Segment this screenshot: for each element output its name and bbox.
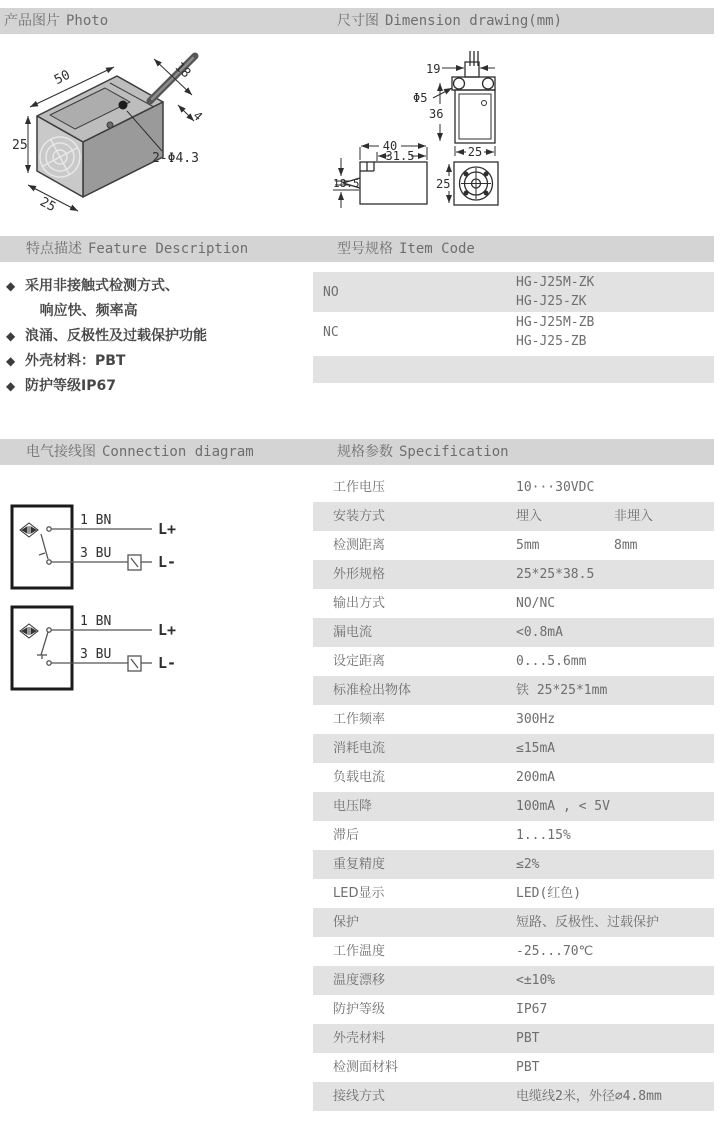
photo-title-en: Photo — [66, 13, 109, 29]
spec-label: 漏电流 — [333, 625, 373, 640]
spec-label: 保护 — [333, 915, 360, 930]
bottom-view — [454, 162, 498, 205]
photo-section-title — [4, 8, 108, 34]
dim-label-36: 36 — [429, 107, 444, 121]
dim-label-50: 50 — [52, 67, 73, 89]
spec-value-secondary: 8mm — [614, 538, 638, 553]
spec-value: 300Hz — [516, 712, 556, 727]
feature-item — [6, 299, 306, 324]
dimension-section-title — [337, 8, 562, 34]
output-type-cell: NO — [323, 284, 339, 300]
spec-value-secondary — [614, 473, 704, 502]
wire2-label: 3 BU — [80, 647, 112, 662]
spec-value: 10···30VDC — [516, 480, 595, 495]
diamond-bullet-icon: ◆ — [6, 379, 16, 393]
mounting-hole-2 — [107, 122, 113, 128]
item-code-line2: HG-J25-ZK — [516, 294, 587, 309]
spec-row — [313, 908, 714, 937]
output-type-cell: NC — [323, 324, 339, 340]
spec-value: NO/NC — [516, 596, 556, 611]
item-code-line1: HG-J25M-ZB — [516, 315, 595, 330]
connection-title-zh: 电气接线图 — [26, 444, 96, 460]
sensor-box — [12, 607, 72, 689]
feature-text: 采用非接触式检测方式、 — [25, 278, 179, 294]
spec-row — [313, 1053, 714, 1082]
spec-row — [313, 763, 714, 792]
diamond-bullet-icon: ◆ — [6, 354, 16, 368]
dim-label-19: 19 — [426, 62, 441, 76]
product-photo-drawing — [2, 45, 252, 230]
diamond-bullet-icon — [6, 299, 25, 324]
dimension-drawing — [333, 48, 533, 220]
connection-diagram-nc — [8, 598, 218, 698]
features-title-en: Feature Description — [88, 241, 249, 257]
spec-label: 工作频率 — [333, 712, 386, 727]
spec-value-secondary — [614, 676, 704, 705]
feature-item — [6, 324, 306, 349]
dim-label-phi5: Φ5 — [413, 91, 428, 105]
spec-value-secondary — [614, 618, 704, 647]
spec-row — [313, 560, 714, 589]
item-code-cell — [516, 312, 594, 352]
spec-value-secondary — [614, 821, 704, 850]
item-code-cell — [516, 272, 594, 312]
spec-row — [313, 879, 714, 908]
spec-row — [313, 966, 714, 995]
spec-value-secondary — [614, 705, 704, 734]
spec-row — [313, 676, 714, 705]
feature-text: 外壳材料：PBT — [25, 353, 126, 369]
spec-value: 短路、反极性、过载保护 — [516, 915, 660, 930]
spec-title-zh: 规格参数 — [337, 444, 393, 460]
spec-value: 铁 25*25*1mm — [516, 683, 608, 698]
itemcode-section-title — [337, 236, 475, 262]
spec-value: PBT — [516, 1031, 540, 1046]
dim-label-18-5: 18.5 — [333, 177, 360, 190]
feature-text: 响应快、频率高 — [25, 303, 138, 319]
dim-label-40: 40 — [382, 139, 398, 153]
spec-value-secondary: 非埋入 — [614, 509, 654, 524]
specification-table — [313, 473, 714, 1111]
spec-label: 安装方式 — [333, 509, 386, 524]
features-section-title — [26, 236, 248, 262]
spec-value-secondary — [614, 647, 704, 676]
spec-value-secondary — [614, 763, 704, 792]
diamond-bullet-icon: ◆ — [6, 329, 16, 343]
connection-diagram-no — [8, 497, 218, 597]
output-type-cell — [313, 356, 516, 383]
spec-label: 接线方式 — [333, 1089, 386, 1104]
connection-title-en: Connection diagram — [102, 444, 254, 460]
spec-value: 0...5.6mm — [516, 654, 587, 669]
spec-value-secondary — [614, 879, 704, 908]
spec-row — [313, 502, 714, 531]
spec-label: 外形规格 — [333, 567, 386, 582]
spec-section-title — [337, 439, 509, 465]
feature-text: 浪涌、反极性及过载保护功能 — [25, 328, 207, 344]
spec-title-en: Specification — [399, 444, 509, 460]
spec-value-secondary — [614, 792, 704, 821]
wire2-label: 3 BU — [80, 546, 112, 561]
spec-value-secondary — [614, 1024, 704, 1053]
item-code-table — [313, 272, 714, 383]
spec-value: <0.8mA — [516, 625, 563, 640]
dimension-title-zh: 尺寸图 — [337, 13, 379, 29]
feature-text: 防护等级IP67 — [25, 378, 116, 394]
spec-label: 工作电压 — [333, 480, 386, 495]
spec-label: 输出方式 — [333, 596, 386, 611]
feature-item — [6, 374, 306, 399]
spec-row — [313, 1024, 714, 1053]
spec-label: 电压降 — [333, 799, 373, 814]
spec-value: 5mm — [516, 538, 540, 553]
spec-value: 电缆线2米，外径⌀4.8mm — [516, 1089, 662, 1104]
spec-row — [313, 1082, 714, 1111]
spec-value: 100mA , < 5V — [516, 799, 610, 814]
connection-section-title — [26, 439, 254, 465]
spec-value-secondary — [614, 966, 704, 995]
feature-item — [6, 274, 306, 299]
spec-label: 检测面材料 — [333, 1060, 399, 1075]
spec-value-secondary — [614, 1053, 704, 1082]
item-code-line2: HG-J25-ZB — [516, 334, 587, 349]
spec-row — [313, 792, 714, 821]
spec-row — [313, 589, 714, 618]
dim-label-4: 4 — [190, 108, 206, 124]
dim-label-31-5: 31.5 — [385, 149, 415, 163]
spec-label: 重复精度 — [333, 857, 386, 872]
negative-terminal-label: L- — [158, 553, 177, 571]
spec-value: 200mA — [516, 770, 556, 785]
spec-label: 检测距离 — [333, 538, 386, 553]
sensor-box — [12, 506, 72, 588]
dim-label-18: 18 — [171, 59, 194, 82]
spec-row — [313, 821, 714, 850]
item-code-line1: HG-J25M-ZK — [516, 275, 595, 290]
spec-value-secondary — [614, 589, 704, 618]
spec-value: ≤2% — [516, 857, 540, 872]
spec-label: 温度漂移 — [333, 973, 386, 988]
spec-label: 设定距离 — [333, 654, 386, 669]
dim-label-25-front: 25 — [467, 145, 483, 159]
spec-value: 25*25*38.5 — [516, 567, 595, 582]
features-title-zh: 特点描述 — [26, 241, 82, 257]
negative-terminal-label: L- — [158, 654, 177, 672]
spec-label: 外壳材料 — [333, 1031, 386, 1046]
section-bar-connection-spec — [0, 439, 714, 465]
dim-label-25-width: 25 — [37, 194, 59, 216]
section-bar-photo-dimension — [0, 8, 714, 34]
hole-callout-label: 2-Φ4.3 — [152, 151, 199, 166]
photo-title-zh: 产品图片 — [4, 13, 60, 29]
spec-label: LED显示 — [333, 886, 385, 901]
spec-row — [313, 937, 714, 966]
item-code-row — [313, 356, 714, 383]
spec-value: PBT — [516, 1060, 540, 1075]
spec-label: 工作温度 — [333, 944, 386, 959]
spec-row — [313, 850, 714, 879]
spec-value-secondary — [614, 995, 704, 1024]
spec-value: <±10% — [516, 973, 556, 988]
positive-terminal-label: L+ — [158, 520, 177, 538]
positive-terminal-label: L+ — [158, 621, 177, 639]
itemcode-title-zh: 型号规格 — [337, 241, 393, 257]
spec-value: LED(红色) — [516, 886, 582, 901]
spec-label: 滞后 — [333, 828, 360, 843]
itemcode-title-en: Item Code — [399, 241, 475, 257]
spec-row — [313, 531, 714, 560]
spec-value: ≤15mA — [516, 741, 556, 756]
front-view — [452, 51, 495, 143]
diamond-bullet-icon: ◆ — [6, 279, 16, 293]
spec-value-secondary — [614, 908, 704, 937]
spec-value-secondary — [614, 850, 704, 879]
spec-row — [313, 705, 714, 734]
spec-value-secondary — [614, 560, 704, 589]
spec-value: 埋入 — [516, 509, 543, 524]
wire1-label: 1 BN — [80, 513, 112, 528]
spec-row — [313, 473, 714, 502]
spec-label: 消耗电流 — [333, 741, 386, 756]
item-code-row — [313, 312, 714, 352]
feature-list — [6, 274, 306, 399]
spec-row — [313, 618, 714, 647]
spec-row — [313, 647, 714, 676]
dim-label-25-height: 25 — [12, 138, 28, 153]
item-code-row — [313, 272, 714, 312]
spec-value-secondary — [614, 1082, 704, 1111]
spec-value: IP67 — [516, 1002, 548, 1017]
spec-value: 1...15% — [516, 828, 571, 843]
wire1-label: 1 BN — [80, 614, 112, 629]
dimension-title-en: Dimension drawing(mm) — [385, 13, 563, 29]
spec-label: 负载电流 — [333, 770, 386, 785]
dim-label-25-bottom: 25 — [436, 177, 451, 191]
spec-label: 标准检出物体 — [333, 683, 412, 698]
section-bar-features-itemcode — [0, 236, 714, 262]
spec-row — [313, 734, 714, 763]
mounting-hole-1 — [119, 101, 128, 110]
spec-label: 防护等级 — [333, 1002, 386, 1017]
spec-row — [313, 995, 714, 1024]
spec-value: -25...70℃ — [516, 944, 594, 959]
spec-value-secondary — [614, 937, 704, 966]
feature-item — [6, 349, 306, 374]
spec-value-secondary — [614, 734, 704, 763]
